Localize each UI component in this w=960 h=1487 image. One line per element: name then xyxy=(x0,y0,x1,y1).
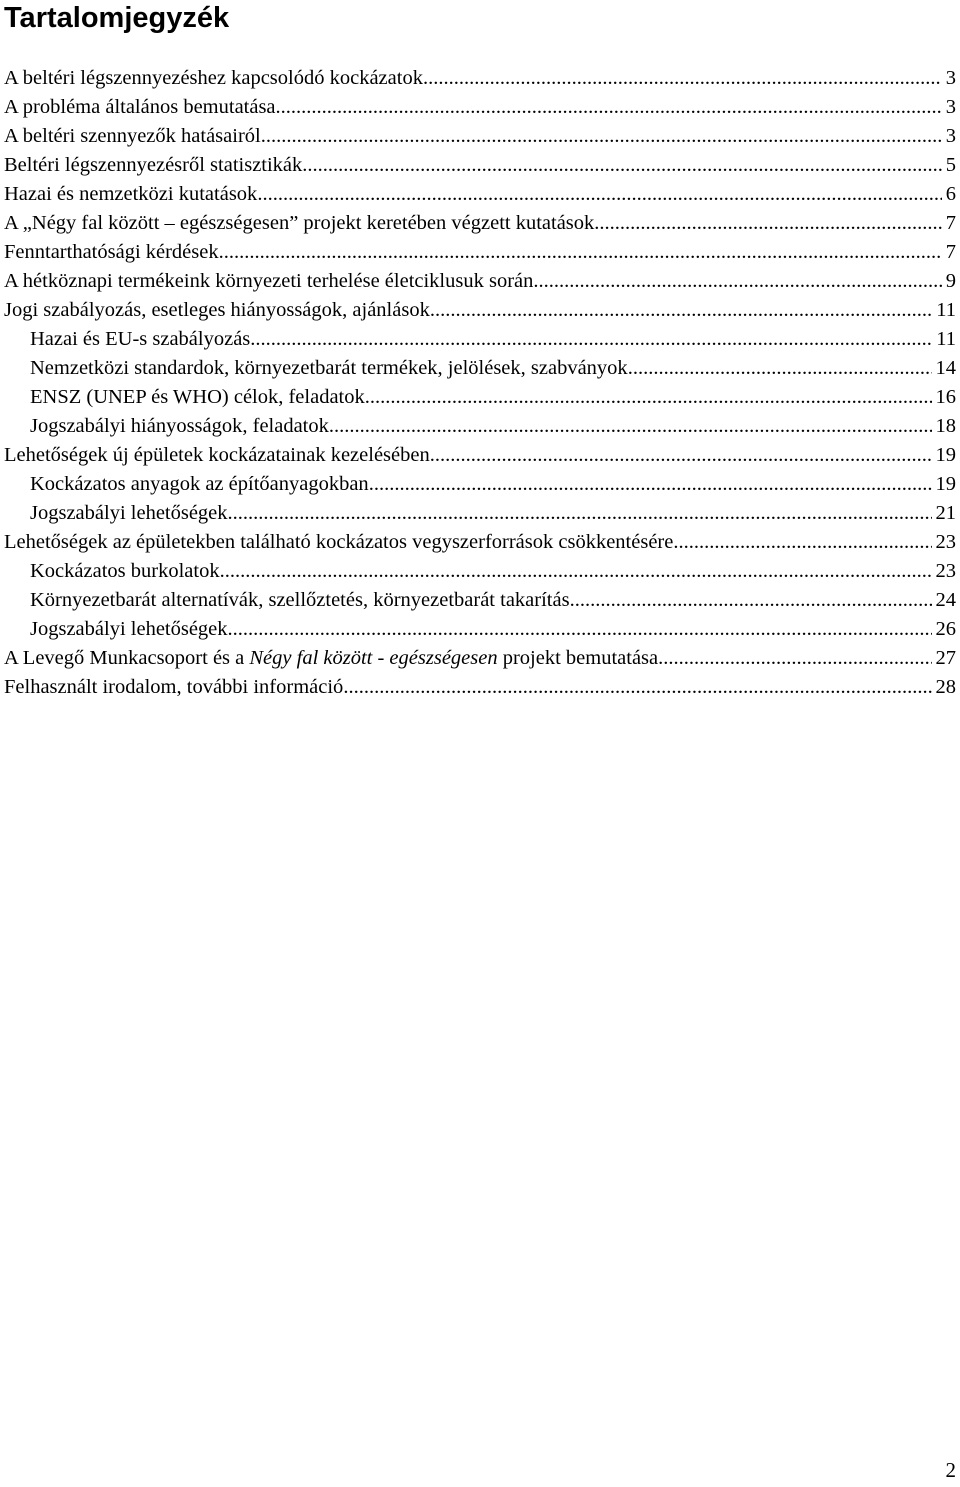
toc-entry-page: 14 xyxy=(932,354,957,383)
toc-entry-page: 3 xyxy=(942,64,956,93)
toc-entry-label xyxy=(4,644,658,673)
page-number: 2 xyxy=(945,1458,956,1482)
toc-leader-dots xyxy=(423,64,942,93)
toc-entry-label: Jogszabályi lehetőségek xyxy=(30,499,228,528)
toc-entry[interactable] xyxy=(0,267,960,296)
toc-entry-page: 26 xyxy=(932,615,957,644)
toc-entry-label: ENSZ (UNEP és WHO) célok, feladatok xyxy=(30,383,365,412)
toc-entry-label: Környezetbarát alternatívák, szellőztetés, környezetbarát takarítás xyxy=(30,586,570,615)
toc-leader-dots xyxy=(365,383,932,412)
toc-leader-dots xyxy=(430,296,932,325)
toc-leader-dots xyxy=(250,325,932,354)
toc-entry-page: 5 xyxy=(942,151,956,180)
toc-entry-label: Felhasznált irodalom, további információ xyxy=(4,673,343,702)
toc-subentry[interactable] xyxy=(0,354,960,383)
toc-entry[interactable] xyxy=(0,93,960,122)
toc-entry[interactable] xyxy=(0,122,960,151)
toc-entry[interactable] xyxy=(0,209,960,238)
toc-leader-dots xyxy=(594,209,941,238)
toc-subentry[interactable] xyxy=(0,586,960,615)
toc-entry-label: Hazai és nemzetközi kutatások xyxy=(4,180,257,209)
toc-leader-dots xyxy=(570,586,932,615)
toc-entry-label: A beltéri légszennyezéshez kapcsolódó kockázatok xyxy=(4,64,423,93)
toc-leader-dots xyxy=(628,354,932,383)
toc-leader-dots xyxy=(430,441,932,470)
toc-subentry[interactable] xyxy=(0,499,960,528)
toc-entry-page: 18 xyxy=(932,412,957,441)
page-title: Tartalomjegyzék xyxy=(4,2,230,34)
toc-leader-dots xyxy=(658,644,931,673)
toc-entry[interactable] xyxy=(0,644,960,673)
toc-entry-page: 23 xyxy=(932,528,957,557)
toc-subentry[interactable] xyxy=(0,470,960,499)
toc-entry-label: Jogszabályi hiányosságok, feladatok xyxy=(30,412,329,441)
toc-leader-dots xyxy=(369,470,932,499)
toc-leader-dots xyxy=(533,267,941,296)
toc-subentry[interactable] xyxy=(0,325,960,354)
toc-entry-label-part: A Levegő Munkacsoport és a xyxy=(4,647,250,669)
toc-entry-label: Lehetőségek az épületekben található kockázatos vegyszerforrások csökkentésére xyxy=(4,528,673,557)
toc-entry-label: Jogi szabályozás, esetleges hiányosságok, ajánlások xyxy=(4,296,430,325)
toc-entry-page: 9 xyxy=(942,267,956,296)
toc-leader-dots xyxy=(261,122,942,151)
toc-entry-page: 11 xyxy=(932,325,956,354)
toc-entry-page: 21 xyxy=(932,499,957,528)
toc-entry-label: Jogszabályi lehetőségek xyxy=(30,615,228,644)
toc-entry-page: 24 xyxy=(932,586,957,615)
toc-leader-dots xyxy=(228,499,932,528)
toc-entry[interactable] xyxy=(0,64,960,93)
toc-entry-label: Kockázatos anyagok az építőanyagokban xyxy=(30,470,369,499)
toc-subentry[interactable] xyxy=(0,383,960,412)
toc-leader-dots xyxy=(220,557,932,586)
toc-subentry[interactable] xyxy=(0,615,960,644)
toc-entry-page: 3 xyxy=(942,93,956,122)
toc-leader-dots xyxy=(219,238,942,267)
toc-subentry[interactable] xyxy=(0,412,960,441)
toc-entry[interactable] xyxy=(0,441,960,470)
toc-entry-label: A beltéri szennyezők hatásairól xyxy=(4,122,261,151)
toc-entry-page: 6 xyxy=(942,180,956,209)
toc-entry-page: 23 xyxy=(932,557,957,586)
toc-entry-label-part: projekt bemutatása xyxy=(497,647,659,669)
toc-entry[interactable] xyxy=(0,151,960,180)
project-name-italic: Négy fal között - egészségesen xyxy=(249,647,498,669)
toc-leader-dots xyxy=(276,93,942,122)
toc-leader-dots xyxy=(228,615,932,644)
table-of-contents xyxy=(0,64,960,702)
toc-entry-label: Hazai és EU-s szabályozás xyxy=(30,325,250,354)
toc-entry-label: Fenntarthatósági kérdések xyxy=(4,238,219,267)
toc-leader-dots xyxy=(257,180,941,209)
toc-entry[interactable] xyxy=(0,238,960,267)
toc-entry-page: 11 xyxy=(932,296,956,325)
toc-entry[interactable] xyxy=(0,180,960,209)
toc-entry-label: Lehetőségek új épületek kockázatainak kezelésében xyxy=(4,441,430,470)
toc-entry-page: 27 xyxy=(932,644,957,673)
toc-entry[interactable] xyxy=(0,528,960,557)
toc-entry-page: 19 xyxy=(932,441,957,470)
toc-entry-label: A hétköznapi termékeink környezeti terhelése életciklusuk során xyxy=(4,267,533,296)
toc-entry-page: 19 xyxy=(932,470,957,499)
toc-entry-page: 16 xyxy=(932,383,957,412)
toc-entry-page: 7 xyxy=(942,209,956,238)
toc-entry-page: 3 xyxy=(942,122,956,151)
toc-entry-label: A probléma általános bemutatása xyxy=(4,93,276,122)
toc-leader-dots xyxy=(302,151,941,180)
toc-entry-label: Beltéri légszennyezésről statisztikák xyxy=(4,151,302,180)
toc-entry-label: A „Négy fal között – egészségesen” projekt keretében végzett kutatások xyxy=(4,209,594,238)
toc-entry-page: 7 xyxy=(942,238,956,267)
toc-entry[interactable] xyxy=(0,296,960,325)
toc-entry-page: 28 xyxy=(932,673,957,702)
toc-leader-dots xyxy=(329,412,932,441)
toc-subentry[interactable] xyxy=(0,557,960,586)
toc-leader-dots xyxy=(673,528,931,557)
toc-entry-label: Kockázatos burkolatok xyxy=(30,557,220,586)
toc-leader-dots xyxy=(343,673,931,702)
toc-entry-label: Nemzetközi standardok, környezetbarát termékek, jelölések, szabványok xyxy=(30,354,628,383)
toc-entry[interactable] xyxy=(0,673,960,702)
